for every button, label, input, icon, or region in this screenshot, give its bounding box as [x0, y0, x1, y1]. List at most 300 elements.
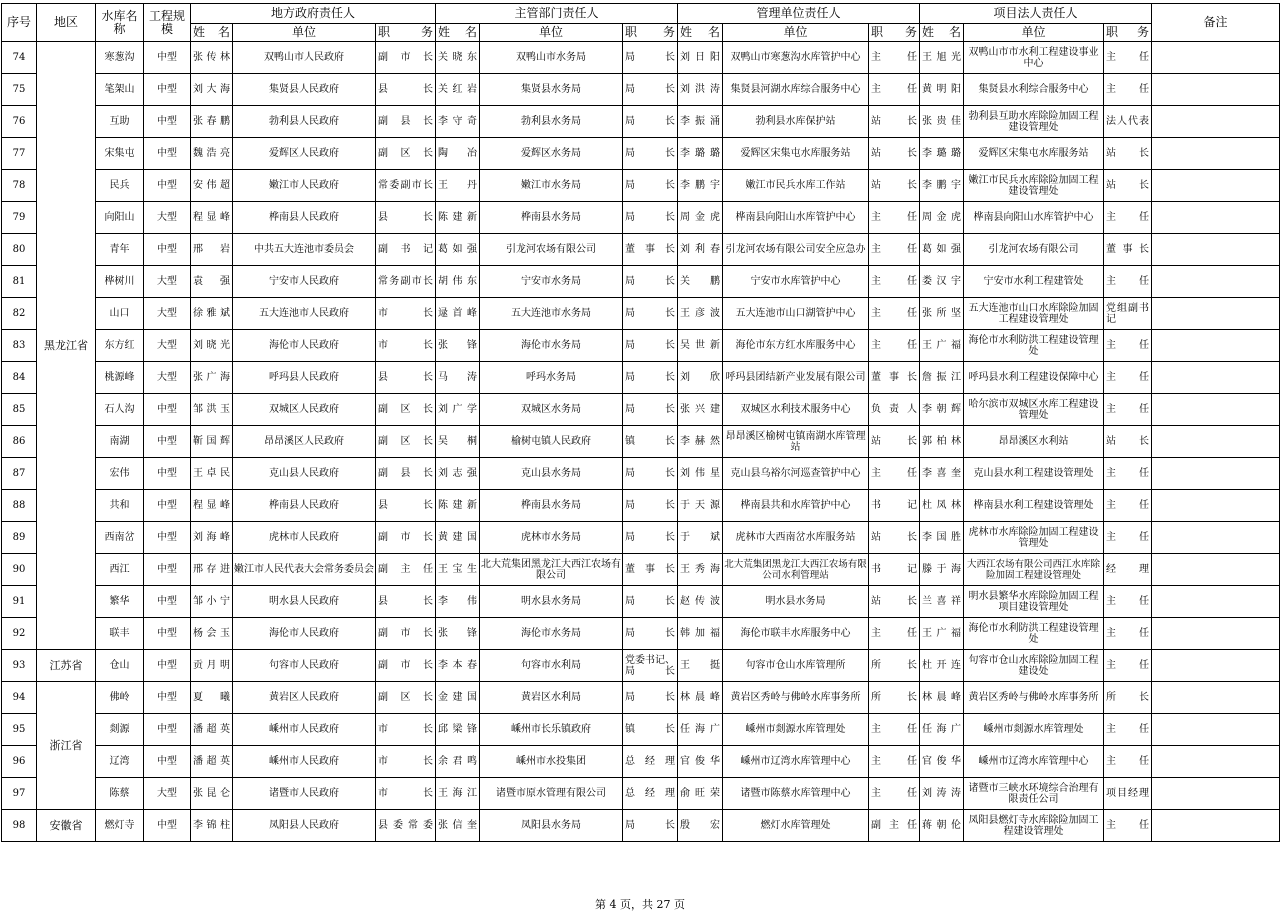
gov-name-cell: 王卓民	[191, 458, 233, 490]
remark-cell	[1152, 714, 1280, 746]
legal-position-cell: 主任	[1104, 490, 1152, 522]
dept-position-cell: 局长	[623, 586, 678, 618]
reservoir-cell: 桃源峰	[96, 362, 144, 394]
seq-cell: 80	[2, 234, 37, 266]
table-row	[2, 74, 1280, 106]
mgmt-unit-cell: 海伦市联丰水库服务中心	[723, 618, 869, 650]
gov-unit-cell: 中共五大连池市委员会	[233, 234, 376, 266]
gov-position-cell: 县长	[376, 586, 436, 618]
dept-unit-cell: 桦南县水务局	[480, 202, 623, 234]
dept-position-cell: 局长	[623, 266, 678, 298]
reservoir-cell: 石人沟	[96, 394, 144, 426]
legal-name-cell: 李鹏宇	[920, 170, 964, 202]
mgmt-unit-cell: 虎林市大西南岔水库服务站	[723, 522, 869, 554]
reservoir-cell: 繁华	[96, 586, 144, 618]
table-row	[2, 490, 1280, 522]
header-scale: 工程规模	[144, 4, 191, 42]
gov-unit-cell: 嫩江市人民代表大会常务委员会	[233, 554, 376, 586]
scale-cell: 中型	[144, 74, 191, 106]
scale-cell: 中型	[144, 234, 191, 266]
remark-cell	[1152, 810, 1280, 842]
mgmt-name-cell: 李赫然	[678, 426, 723, 458]
scale-cell: 中型	[144, 42, 191, 74]
gov-name-cell: 邹洪玉	[191, 394, 233, 426]
seq-cell: 93	[2, 650, 37, 682]
header-mgmt-group: 管理单位责任人	[678, 4, 920, 24]
header-legal-group: 项目法人责任人	[920, 4, 1152, 24]
legal-name-cell: 周金虎	[920, 202, 964, 234]
gov-position-cell: 副区长	[376, 682, 436, 714]
gov-position-cell: 副县长	[376, 458, 436, 490]
gov-position-cell: 副主任	[376, 554, 436, 586]
mgmt-position-cell: 主任	[869, 42, 920, 74]
remark-cell	[1152, 266, 1280, 298]
remark-cell	[1152, 682, 1280, 714]
gov-position-cell: 市长	[376, 330, 436, 362]
dept-name-cell: 胡伟东	[436, 266, 480, 298]
gov-position-cell: 常务副市长	[376, 266, 436, 298]
dept-name-cell: 王宝生	[436, 554, 480, 586]
mgmt-unit-cell: 诸暨市陈蔡水库管理中心	[723, 778, 869, 810]
seq-cell: 81	[2, 266, 37, 298]
gov-unit-cell: 海伦市人民政府	[233, 330, 376, 362]
scale-cell: 中型	[144, 682, 191, 714]
legal-name-cell: 林晨峰	[920, 682, 964, 714]
mgmt-position-cell: 副主任	[869, 810, 920, 842]
dept-name-cell: 金建国	[436, 682, 480, 714]
table-header	[2, 4, 1280, 42]
mgmt-unit-cell: 集贤县河湖水库综合服务中心	[723, 74, 869, 106]
gov-name-cell: 靳国辉	[191, 426, 233, 458]
gov-unit-cell: 诸暨市人民政府	[233, 778, 376, 810]
gov-position-cell: 副市长	[376, 618, 436, 650]
dept-name-cell: 张锋	[436, 330, 480, 362]
gov-position-cell: 县长	[376, 74, 436, 106]
mgmt-unit-cell: 燃灯水库管理处	[723, 810, 869, 842]
dept-position-cell: 董事长	[623, 234, 678, 266]
legal-unit-cell: 句容市仓山水库除险加固工程建设处	[964, 650, 1104, 682]
dept-unit-cell: 榆树屯镇人民政府	[480, 426, 623, 458]
dept-position-cell: 局长	[623, 106, 678, 138]
mgmt-position-cell: 主任	[869, 778, 920, 810]
table-body	[2, 42, 1280, 842]
table-row	[2, 330, 1280, 362]
legal-unit-cell: 宁安市水利工程建管处	[964, 266, 1104, 298]
remark-cell	[1152, 746, 1280, 778]
legal-unit-cell: 爱辉区宋集屯水库服务站	[964, 138, 1104, 170]
seq-cell: 86	[2, 426, 37, 458]
dept-unit-cell: 凤阳县水务局	[480, 810, 623, 842]
gov-unit-cell: 嵊州市人民政府	[233, 746, 376, 778]
dept-unit-cell: 宁安市水务局	[480, 266, 623, 298]
dept-name-cell: 关红岩	[436, 74, 480, 106]
reservoir-cell: 青年	[96, 234, 144, 266]
table-row	[2, 714, 1280, 746]
table-row	[2, 586, 1280, 618]
mgmt-position-cell: 书记	[869, 554, 920, 586]
mgmt-position-cell: 站长	[869, 138, 920, 170]
mgmt-unit-cell: 嫩江市民兵水库工作站	[723, 170, 869, 202]
remark-cell	[1152, 394, 1280, 426]
legal-unit-cell: 虎林市水库除险加固工程建设管理处	[964, 522, 1104, 554]
legal-unit-cell: 引龙河农场有限公司	[964, 234, 1104, 266]
dept-position-cell: 局长	[623, 170, 678, 202]
mgmt-unit-cell: 桦南县共和水库管护中心	[723, 490, 869, 522]
seq-cell: 82	[2, 298, 37, 330]
reservoir-cell: 互助	[96, 106, 144, 138]
legal-position-cell: 主任	[1104, 330, 1152, 362]
gov-name-cell: 夏曦	[191, 682, 233, 714]
gov-position-cell: 市长	[376, 746, 436, 778]
scale-cell: 中型	[144, 426, 191, 458]
dept-position-cell: 局长	[623, 618, 678, 650]
seq-cell: 76	[2, 106, 37, 138]
gov-position-cell: 副县长	[376, 106, 436, 138]
reservoir-cell: 佛岭	[96, 682, 144, 714]
legal-name-cell: 娄汉宇	[920, 266, 964, 298]
seq-cell: 79	[2, 202, 37, 234]
legal-position-cell: 主任	[1104, 362, 1152, 394]
mgmt-position-cell: 主任	[869, 234, 920, 266]
mgmt-unit-cell: 桦南县向阳山水库管护中心	[723, 202, 869, 234]
dept-position-cell: 局长	[623, 682, 678, 714]
scale-cell: 中型	[144, 458, 191, 490]
legal-position-cell: 主任	[1104, 618, 1152, 650]
header-legal-unit: 单位	[964, 24, 1104, 42]
mgmt-name-cell: 赵传波	[678, 586, 723, 618]
legal-name-cell: 杜凤林	[920, 490, 964, 522]
gov-position-cell: 常委副市长	[376, 170, 436, 202]
header-mgmt-unit: 单位	[723, 24, 869, 42]
dept-unit-cell: 诸暨市原水管理有限公司	[480, 778, 623, 810]
dept-unit-cell: 句容市水利局	[480, 650, 623, 682]
mgmt-name-cell: 官俊华	[678, 746, 723, 778]
gov-unit-cell: 嵊州市人民政府	[233, 714, 376, 746]
dept-name-cell: 张信奎	[436, 810, 480, 842]
mgmt-position-cell: 所长	[869, 650, 920, 682]
mgmt-name-cell: 刘欣	[678, 362, 723, 394]
gov-unit-cell: 勃利县人民政府	[233, 106, 376, 138]
legal-name-cell: 张贵佳	[920, 106, 964, 138]
legal-position-cell: 董事长	[1104, 234, 1152, 266]
dept-unit-cell: 引龙河农场有限公司	[480, 234, 623, 266]
mgmt-unit-cell: 北大荒集团黑龙江大西江农场有限公司水利管理站	[723, 554, 869, 586]
mgmt-position-cell: 站长	[869, 426, 920, 458]
mgmt-name-cell: 林晨峰	[678, 682, 723, 714]
gov-position-cell: 副区长	[376, 138, 436, 170]
mgmt-name-cell: 于斌	[678, 522, 723, 554]
gov-unit-cell: 双鸭山市人民政府	[233, 42, 376, 74]
reservoir-cell: 宋集屯	[96, 138, 144, 170]
gov-position-cell: 副区长	[376, 394, 436, 426]
legal-position-cell: 项目经理	[1104, 778, 1152, 810]
header-mgmt-name: 姓名	[678, 24, 723, 42]
header-dept-unit: 单位	[480, 24, 623, 42]
legal-position-cell: 法人代表	[1104, 106, 1152, 138]
legal-unit-cell: 海伦市水利防洪工程建设管理处	[964, 330, 1104, 362]
reservoir-cell: 陈蔡	[96, 778, 144, 810]
gov-name-cell: 邢岩	[191, 234, 233, 266]
gov-position-cell: 县长	[376, 202, 436, 234]
seq-cell: 87	[2, 458, 37, 490]
legal-name-cell: 黄明阳	[920, 74, 964, 106]
header-seq: 序号	[2, 4, 37, 42]
table-row	[2, 682, 1280, 714]
mgmt-unit-cell: 嵊州市剡源水库管理处	[723, 714, 869, 746]
header-gov-name: 姓名	[191, 24, 233, 42]
mgmt-position-cell: 所长	[869, 682, 920, 714]
remark-cell	[1152, 426, 1280, 458]
dept-position-cell: 局长	[623, 522, 678, 554]
gov-name-cell: 张春鹏	[191, 106, 233, 138]
dept-name-cell: 陈建新	[436, 202, 480, 234]
table-row	[2, 362, 1280, 394]
reservoir-cell: 寒葱沟	[96, 42, 144, 74]
mgmt-unit-cell: 双城区水利技术服务中心	[723, 394, 869, 426]
legal-name-cell: 郭柏林	[920, 426, 964, 458]
seq-cell: 90	[2, 554, 37, 586]
legal-unit-cell: 克山县水利工程建设管理处	[964, 458, 1104, 490]
dept-unit-cell: 双城区水务局	[480, 394, 623, 426]
remark-cell	[1152, 458, 1280, 490]
gov-unit-cell: 凤阳县人民政府	[233, 810, 376, 842]
dept-unit-cell: 五大连池市水务局	[480, 298, 623, 330]
dept-unit-cell: 勃利县水务局	[480, 106, 623, 138]
legal-unit-cell: 海伦市水利防洪工程建设管理处	[964, 618, 1104, 650]
legal-position-cell: 经理	[1104, 554, 1152, 586]
dept-position-cell: 镇长	[623, 714, 678, 746]
table-row	[2, 234, 1280, 266]
gov-name-cell: 张昆仑	[191, 778, 233, 810]
table-row	[2, 778, 1280, 810]
dept-name-cell: 张锋	[436, 618, 480, 650]
dept-unit-cell: 双鸭山市水务局	[480, 42, 623, 74]
legal-unit-cell: 嫩江市民兵水库除险加固工程建设管理处	[964, 170, 1104, 202]
legal-position-cell: 主任	[1104, 714, 1152, 746]
gov-name-cell: 刘晓光	[191, 330, 233, 362]
gov-name-cell: 程显峰	[191, 490, 233, 522]
reservoir-cell: 西南岔	[96, 522, 144, 554]
mgmt-position-cell: 主任	[869, 266, 920, 298]
dept-name-cell: 逯首峰	[436, 298, 480, 330]
reservoir-cell: 东方红	[96, 330, 144, 362]
dept-position-cell: 总经理	[623, 778, 678, 810]
legal-name-cell: 李喜奎	[920, 458, 964, 490]
scale-cell: 大型	[144, 778, 191, 810]
dept-name-cell: 刘志强	[436, 458, 480, 490]
reservoir-cell: 民兵	[96, 170, 144, 202]
legal-name-cell: 王广福	[920, 618, 964, 650]
mgmt-unit-cell: 克山县乌裕尔河巡查管护中心	[723, 458, 869, 490]
gov-name-cell: 杨会玉	[191, 618, 233, 650]
reservoir-cell: 联丰	[96, 618, 144, 650]
gov-name-cell: 刘海峰	[191, 522, 233, 554]
table-row	[2, 746, 1280, 778]
gov-name-cell: 潘超英	[191, 746, 233, 778]
seq-cell: 94	[2, 682, 37, 714]
legal-name-cell: 杜开连	[920, 650, 964, 682]
scale-cell: 中型	[144, 650, 191, 682]
mgmt-unit-cell: 爱辉区宋集屯水库服务站	[723, 138, 869, 170]
legal-unit-cell: 哈尔滨市双城区水库工程建设管理处	[964, 394, 1104, 426]
mgmt-position-cell: 站长	[869, 170, 920, 202]
mgmt-name-cell: 韩加福	[678, 618, 723, 650]
remark-cell	[1152, 170, 1280, 202]
mgmt-position-cell: 董事长	[869, 362, 920, 394]
remark-cell	[1152, 490, 1280, 522]
header-legal-name: 姓名	[920, 24, 964, 42]
seq-cell: 78	[2, 170, 37, 202]
dept-unit-cell: 虎林市水务局	[480, 522, 623, 554]
gov-position-cell: 市长	[376, 778, 436, 810]
dept-name-cell: 陈建新	[436, 490, 480, 522]
mgmt-unit-cell: 引龙河农场有限公司安全应急办	[723, 234, 869, 266]
legal-position-cell: 主任	[1104, 522, 1152, 554]
legal-unit-cell: 明水县繁华水库除险加固工程项目建设管理处	[964, 586, 1104, 618]
legal-unit-cell: 呼玛县水利工程建设保障中心	[964, 362, 1104, 394]
dept-name-cell: 王丹	[436, 170, 480, 202]
seq-cell: 97	[2, 778, 37, 810]
scale-cell: 中型	[144, 746, 191, 778]
dept-name-cell: 李本春	[436, 650, 480, 682]
dept-unit-cell: 嵊州市长乐镇政府	[480, 714, 623, 746]
legal-position-cell: 所长	[1104, 682, 1152, 714]
table-row	[2, 810, 1280, 842]
scale-cell: 大型	[144, 330, 191, 362]
seq-cell: 77	[2, 138, 37, 170]
mgmt-name-cell: 俞旺荣	[678, 778, 723, 810]
mgmt-position-cell: 主任	[869, 618, 920, 650]
mgmt-unit-cell: 嵊州市辽湾水库管理中心	[723, 746, 869, 778]
legal-name-cell: 滕于海	[920, 554, 964, 586]
dept-name-cell: 吴桐	[436, 426, 480, 458]
gov-unit-cell: 海伦市人民政府	[233, 618, 376, 650]
legal-position-cell: 主任	[1104, 74, 1152, 106]
dept-position-cell: 局长	[623, 74, 678, 106]
dept-position-cell: 局长	[623, 362, 678, 394]
header-legal-position: 职务	[1104, 24, 1152, 42]
reservoir-cell: 桦树川	[96, 266, 144, 298]
table-row	[2, 458, 1280, 490]
seq-cell: 74	[2, 42, 37, 74]
header-gov-unit: 单位	[233, 24, 376, 42]
seq-cell: 89	[2, 522, 37, 554]
legal-name-cell: 李璐璐	[920, 138, 964, 170]
remark-cell	[1152, 202, 1280, 234]
remark-cell	[1152, 554, 1280, 586]
reservoir-cell: 南湖	[96, 426, 144, 458]
header-dept-group: 主管部门责任人	[436, 4, 678, 24]
legal-unit-cell: 黄岩区秀岭与佛岭水库事务所	[964, 682, 1104, 714]
mgmt-name-cell: 刘伟星	[678, 458, 723, 490]
legal-position-cell: 主任	[1104, 810, 1152, 842]
mgmt-position-cell: 站长	[869, 522, 920, 554]
legal-unit-cell: 双鸭山市市水利工程建设事业中心	[964, 42, 1104, 74]
gov-unit-cell: 明水县人民政府	[233, 586, 376, 618]
seq-cell: 75	[2, 74, 37, 106]
remark-cell	[1152, 234, 1280, 266]
header-region: 地区	[37, 4, 96, 42]
reservoir-cell: 共和	[96, 490, 144, 522]
remark-cell	[1152, 618, 1280, 650]
legal-name-cell: 王广福	[920, 330, 964, 362]
legal-name-cell: 李朝辉	[920, 394, 964, 426]
table-row	[2, 170, 1280, 202]
scale-cell: 中型	[144, 522, 191, 554]
dept-name-cell: 余君鸣	[436, 746, 480, 778]
legal-unit-cell: 勃利县互助水库除险加固工程建设管理处	[964, 106, 1104, 138]
legal-position-cell: 站长	[1104, 138, 1152, 170]
gov-name-cell: 贡月明	[191, 650, 233, 682]
table-row	[2, 298, 1280, 330]
legal-position-cell: 主任	[1104, 586, 1152, 618]
dept-unit-cell: 明水县水务局	[480, 586, 623, 618]
dept-name-cell: 陶冶	[436, 138, 480, 170]
seq-cell: 91	[2, 586, 37, 618]
table-row	[2, 266, 1280, 298]
table-row	[2, 426, 1280, 458]
legal-name-cell: 张所坚	[920, 298, 964, 330]
mgmt-unit-cell: 黄岩区秀岭与佛岭水库事务所	[723, 682, 869, 714]
scale-cell: 中型	[144, 170, 191, 202]
dept-unit-cell: 爱辉区水务局	[480, 138, 623, 170]
legal-name-cell: 官俊华	[920, 746, 964, 778]
gov-unit-cell: 克山县人民政府	[233, 458, 376, 490]
seq-cell: 85	[2, 394, 37, 426]
legal-position-cell: 党组副书记	[1104, 298, 1152, 330]
dept-unit-cell: 黄岩区水利局	[480, 682, 623, 714]
dept-position-cell: 总经理	[623, 746, 678, 778]
mgmt-name-cell: 殷宏	[678, 810, 723, 842]
dept-name-cell: 黄建国	[436, 522, 480, 554]
dept-unit-cell: 海伦市水务局	[480, 618, 623, 650]
remark-cell	[1152, 330, 1280, 362]
header-gov-position: 职务	[376, 24, 436, 42]
scale-cell: 中型	[144, 714, 191, 746]
dept-unit-cell: 北大荒集团黑龙江大西江农场有限公司	[480, 554, 623, 586]
legal-name-cell: 葛如强	[920, 234, 964, 266]
header-reservoir: 水库名称	[96, 4, 144, 42]
mgmt-name-cell: 周金虎	[678, 202, 723, 234]
legal-unit-cell: 大西江农场有限公司西江水库除险加固工程建设管理处	[964, 554, 1104, 586]
mgmt-name-cell: 刘利春	[678, 234, 723, 266]
reservoir-responsibility-table	[1, 3, 1280, 842]
region-cell: 安徽省	[37, 810, 96, 842]
legal-position-cell: 主任	[1104, 394, 1152, 426]
scale-cell: 中型	[144, 810, 191, 842]
gov-position-cell: 副市长	[376, 650, 436, 682]
legal-name-cell: 李国胜	[920, 522, 964, 554]
mgmt-name-cell: 李振涌	[678, 106, 723, 138]
scale-cell: 中型	[144, 394, 191, 426]
legal-name-cell: 刘涛涛	[920, 778, 964, 810]
legal-unit-cell: 诸暨市三峡水环境综合治理有限责任公司	[964, 778, 1104, 810]
gov-name-cell: 魏浩亮	[191, 138, 233, 170]
scale-cell: 中型	[144, 586, 191, 618]
table-row	[2, 42, 1280, 74]
legal-unit-cell: 嵊州市辽湾水库管理中心	[964, 746, 1104, 778]
legal-position-cell: 站长	[1104, 170, 1152, 202]
region-cell: 江苏省	[37, 650, 96, 682]
legal-name-cell: 王旭光	[920, 42, 964, 74]
remark-cell	[1152, 42, 1280, 74]
dept-unit-cell: 呼玛水务局	[480, 362, 623, 394]
table-row	[2, 650, 1280, 682]
dept-position-cell: 局长	[623, 458, 678, 490]
mgmt-position-cell: 主任	[869, 746, 920, 778]
remark-cell	[1152, 522, 1280, 554]
mgmt-position-cell: 负责人	[869, 394, 920, 426]
